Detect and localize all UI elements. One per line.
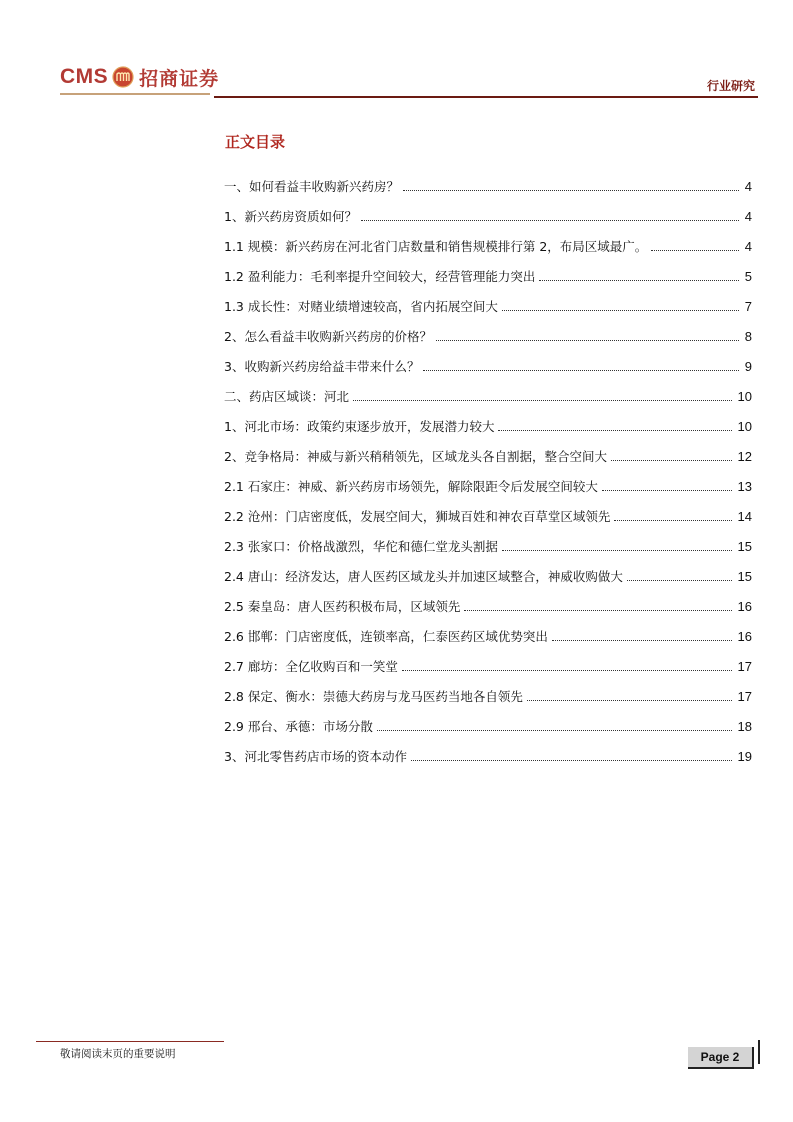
brand-logo [60,62,219,92]
toc-leader-dots [411,759,732,761]
toc-entry-title[interactable]: 2.6 邯郸：门店密度低，连锁率高，仁泰医药区域优势突出 [224,629,548,644]
toc-leader-dots [527,699,732,701]
toc-entry-page[interactable]: 17 [737,688,752,704]
toc-leader-dots [403,189,739,191]
toc-leader-dots [377,729,732,731]
footer-rule [36,1041,224,1042]
toc-leader-dots [502,309,739,311]
toc-leader-dots [353,399,732,401]
toc-entry-title[interactable]: 3、收购新兴药房给益丰带来什么？ [224,359,420,374]
toc-entry-title[interactable]: 2、竞争格局：神威与新兴稍稍领先，区域龙头各自割据，整合空间大 [224,449,607,464]
disclaimer-note: 敬请阅读末页的重要说明 [60,1048,176,1060]
toc-entry-title[interactable]: 2.3 张家口：价格战激烈，华佗和德仁堂龙头割据 [224,539,498,554]
toc-entry[interactable] [224,711,752,741]
toc-entry[interactable] [224,441,752,471]
toc-entry[interactable] [224,621,752,651]
toc-entry[interactable] [224,321,752,351]
toc-entry-title[interactable]: 3、河北零售药店市场的资本动作 [224,749,407,764]
toc-entry-page[interactable]: 17 [737,658,752,674]
toc-entry-page[interactable]: 10 [737,418,752,434]
toc-entry[interactable] [224,501,752,531]
toc-entry[interactable] [224,291,752,321]
toc-entry[interactable] [224,651,752,681]
page-number-badge: Page 2 [688,1047,754,1069]
toc-entry-title[interactable]: 2.2 沧州：门店密度低，发展空间大，狮城百姓和神农百草堂区域领先 [224,509,611,524]
toc-entry-page[interactable]: 19 [737,748,752,764]
toc-entry-page[interactable]: 7 [744,298,752,314]
toc-leader-dots [539,279,738,281]
toc-entry-page[interactable]: 12 [737,448,752,464]
report-section-label: 行业研究 [706,79,755,93]
toc-leader-dots [423,369,738,371]
toc-entry-page[interactable]: 5 [744,268,752,284]
toc-leader-dots [402,669,732,671]
toc-entry-page[interactable]: 10 [737,388,752,404]
header-rule [214,96,758,98]
toc-entry-title[interactable]: 2.9 邢台、承德：市场分散 [224,719,373,734]
toc-entry[interactable] [224,261,752,291]
logo-underline [60,93,210,95]
toc-entry[interactable] [224,471,752,501]
toc-entry-page[interactable]: 15 [737,568,752,584]
toc-entry-page[interactable]: 4 [744,238,752,254]
toc-entry[interactable] [224,561,752,591]
toc-entry-title[interactable]: 2.1 石家庄：神威、新兴药房市场领先，解除限距令后发展空间较大 [224,479,598,494]
toc-title: 正文目录 [225,133,286,151]
toc-entry-title[interactable]: 1.2 盈利能力：毛利率提升空间较大，经营管理能力突出 [224,269,536,284]
logo-mark-icon [112,66,134,88]
toc-entry[interactable] [224,741,752,771]
toc-entry[interactable] [224,171,752,201]
toc-leader-dots [611,459,732,461]
toc-leader-dots [552,639,732,641]
toc-entry-page[interactable]: 18 [737,718,752,734]
toc-entry[interactable] [224,411,752,441]
toc-entry[interactable] [224,201,752,231]
toc-entry-page[interactable]: 16 [737,598,752,614]
toc-entry-title[interactable]: 1.3 成长性：对赌业绩增速较高，省内拓展空间大 [224,299,498,314]
toc-entry-page[interactable]: 15 [737,538,752,554]
toc-entry-page[interactable]: 4 [744,208,752,224]
toc-leader-dots [614,519,731,521]
logo-text: CMS [60,65,109,88]
toc-entry[interactable] [224,531,752,561]
toc-entry[interactable] [224,681,752,711]
toc-entry-title[interactable]: 一、如何看益丰收购新兴药房？ [224,179,400,194]
toc-entry-title[interactable]: 1、河北市场：政策约束逐步放开，发展潜力较大 [224,419,495,434]
toc-entry-title[interactable]: 2.7 廊坊：全亿收购百和一笑堂 [224,659,398,674]
toc-entry[interactable] [224,351,752,381]
page-badge-tick [758,1040,760,1064]
toc-leader-dots [602,489,732,491]
toc-leader-dots [502,549,732,551]
toc-entry-title[interactable]: 2.8 保定、衡水：崇德大药房与龙马医药当地各自领先 [224,689,523,704]
toc-leader-dots [361,219,739,221]
toc-entry-page[interactable]: 14 [737,508,752,524]
toc-entry-title[interactable]: 二、药店区域谈：河北 [224,389,350,404]
toc-leader-dots [464,609,731,611]
toc-leader-dots [651,249,738,251]
toc-entry[interactable] [224,231,752,261]
toc-entry[interactable] [224,381,752,411]
toc-entry-title[interactable]: 2、怎么看益丰收购新兴药房的价格？ [224,329,432,344]
toc-entry-title[interactable]: 2.5 秦皇岛：唐人医药积极布局，区域领先 [224,599,461,614]
table-of-contents [224,171,752,771]
toc-leader-dots [498,429,731,431]
toc-entry-page[interactable]: 16 [737,628,752,644]
toc-entry[interactable] [224,591,752,621]
toc-leader-dots [436,339,739,341]
toc-entry-page[interactable]: 13 [737,478,752,494]
logo-chinese-name: 招商证券 [139,67,220,90]
toc-entry-title[interactable]: 2.4 唐山：经济发达，唐人医药区域龙头并加速区域整合，神威收购做大 [224,569,623,584]
toc-entry-page[interactable]: 4 [744,178,752,194]
toc-leader-dots [627,579,732,581]
toc-entry-title[interactable]: 1、新兴药房资质如何？ [224,209,357,224]
toc-entry-page[interactable]: 9 [744,358,752,374]
toc-entry-page[interactable]: 8 [744,328,752,344]
toc-entry-title[interactable]: 1.1 规模：新兴药房在河北省门店数量和销售规模排行第 2，布局区域最广。 [224,239,648,254]
